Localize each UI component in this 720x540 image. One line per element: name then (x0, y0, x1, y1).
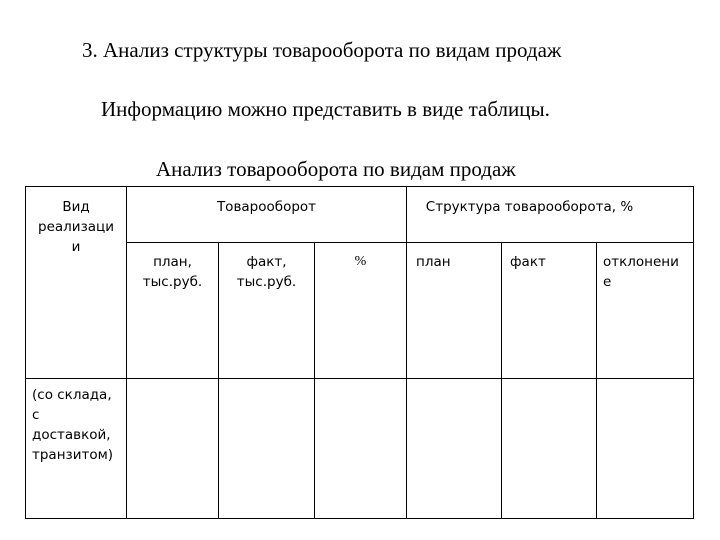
header-fact-thousand-rub (219, 252, 314, 292)
header-sales-type-line: и (71, 239, 81, 255)
header-sales-type-line: реализаци (38, 219, 114, 235)
cell-fact-empty (219, 379, 314, 518)
header-deviation-line: е (603, 274, 612, 290)
header-turnover-group: Товарооборот (216, 199, 317, 215)
table-title: Анализ товарооборота по видам продаж (156, 157, 516, 181)
header-fact-line: факт, (246, 254, 287, 270)
header-fact-line: тыс.руб. (236, 274, 297, 290)
row-label-line: с (32, 407, 40, 423)
row-label-line: транзитом) (32, 447, 114, 463)
cell-plan-empty (127, 379, 218, 518)
header-sales-type (26, 197, 126, 257)
cell-percent-empty (315, 379, 406, 518)
header-structure-group: Структура товарооборота, % (425, 199, 634, 215)
row-label-sales-type (32, 385, 126, 465)
cell-structure-plan-empty (407, 379, 501, 518)
row-label-line: (со склада, (32, 387, 112, 403)
header-plan-line: план, (153, 254, 192, 270)
slide-heading: 3. Анализ структуры товарооборота по видам продаж (82, 38, 562, 62)
header-plan-thousand-rub (127, 252, 218, 292)
header-structure-fact: факт (510, 254, 546, 270)
header-structure-plan: план (416, 254, 451, 270)
cell-deviation-empty (597, 379, 693, 518)
header-sales-type-line: Вид (62, 199, 90, 215)
header-plan-line: тыс.руб. (142, 274, 203, 290)
header-deviation-line: отклонени (603, 254, 679, 270)
cell-structure-fact-empty (502, 379, 596, 518)
info-text: Информацию можно представить в виде таблицы. (101, 97, 550, 121)
header-percent: % (354, 254, 367, 269)
row-label-line: доставкой, (32, 427, 111, 443)
header-deviation (603, 252, 693, 292)
